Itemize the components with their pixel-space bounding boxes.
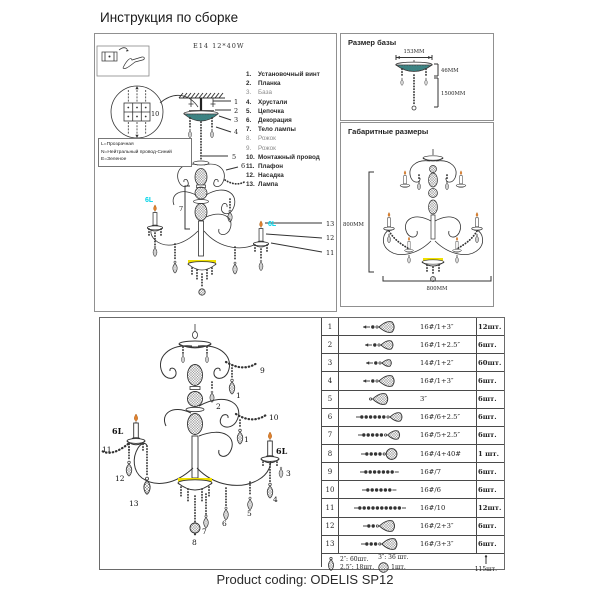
crystal-chain-icon — [359, 481, 400, 499]
row-spec: 16#/7 — [420, 467, 441, 476]
callout-13: 13 — [129, 499, 139, 508]
callout-3: 3 — [234, 116, 239, 124]
callout-5: 5 — [247, 509, 252, 518]
crystal-chain-icon — [360, 517, 400, 535]
count-pin: 115шт. — [474, 565, 497, 573]
base-size-panel — [340, 33, 494, 121]
table-row — [322, 427, 504, 445]
callout-11: 11 — [102, 445, 112, 454]
row-spec: 16#/1+2.5″ — [420, 340, 461, 349]
row-icon — [339, 408, 420, 426]
table-row — [322, 409, 504, 427]
crystal-chain-icon — [360, 318, 399, 336]
width-bracket — [383, 276, 491, 281]
row-icon — [339, 318, 420, 336]
table-row — [322, 499, 504, 517]
callout-6: 6 — [241, 162, 246, 170]
parts-list-item: 5. Цепочка — [246, 107, 284, 115]
row-spec: 16#/6 — [420, 485, 441, 494]
lamp-spec: E14 12*40W — [193, 42, 245, 50]
base-size-title: Размер базы — [348, 38, 397, 47]
overall-size-panel — [340, 122, 494, 307]
parts-list-item: 6. Декорация — [246, 117, 292, 125]
row-icon — [339, 372, 420, 390]
row-spec: 16#/2+3″ — [420, 522, 454, 531]
pin-icon — [483, 555, 489, 565]
lamp-count-label: 6L — [276, 446, 288, 456]
row-spec: 14#/1+2″ — [420, 358, 454, 367]
lamp-count-label: 6L — [112, 426, 124, 436]
ceiling-hatch — [179, 93, 223, 98]
wire-legend-line: N=Нейтральный провод-Синий — [101, 149, 172, 155]
callout-9: 9 — [260, 366, 265, 375]
assembly-panel — [94, 33, 337, 312]
parts-list-item: 10. Монтажный провод — [246, 153, 320, 161]
exploded-parts-diagram — [100, 318, 321, 567]
callout-4: 4 — [234, 128, 239, 136]
callout-10: 10 — [269, 413, 279, 422]
parts-list — [246, 70, 334, 190]
crystal-chain-icon — [358, 445, 401, 463]
body-crystal-segment — [188, 365, 203, 386]
row-number: 2 — [322, 336, 339, 353]
row-number: 13 — [322, 536, 339, 553]
overall-size-title: Габаритные размеры — [348, 127, 429, 136]
crystal-chain-icon — [351, 499, 409, 517]
row-icon — [339, 390, 420, 408]
row-icon — [339, 535, 420, 553]
table-row — [322, 354, 504, 372]
right-arm — [204, 231, 261, 248]
row-number: 10 — [322, 481, 339, 498]
row-qty: 12шт. — [476, 499, 504, 516]
lamp-count-label: 6L — [268, 221, 277, 228]
callout-6: 6 — [222, 519, 227, 528]
crystal-chain-icon — [353, 408, 407, 426]
row-spec: 16#/1+3″ — [420, 322, 454, 331]
height-bracket — [369, 172, 374, 272]
row-icon — [339, 445, 420, 463]
callout-13: 13 — [326, 220, 335, 228]
parts-list-item: 8. Рожок — [246, 135, 276, 143]
table-row — [322, 391, 504, 409]
body-crystal-segment — [195, 169, 207, 186]
parts-table — [321, 318, 504, 573]
row-qty: 6шт. — [476, 336, 504, 353]
parts-list-item: 12. Насадка — [246, 172, 284, 180]
row-qty: 6шт. — [476, 536, 504, 553]
callout-8: 8 — [192, 538, 197, 547]
callout-2: 2 — [216, 402, 221, 411]
row-spec: 3″ — [420, 395, 427, 404]
row-qty: 60шт. — [476, 354, 504, 371]
lamp-count-labels — [145, 197, 277, 228]
wire-legend-line: E=Зеленое — [101, 157, 127, 163]
table-row — [322, 445, 504, 463]
parts-list-item: 11. Плафон — [246, 163, 284, 171]
row-qty: 6шт. — [476, 409, 504, 426]
crystal-drop-icon — [326, 557, 336, 571]
row-icon — [339, 517, 420, 535]
parts-list-item: 4. Хрустали — [246, 98, 288, 106]
table-row — [322, 318, 504, 336]
row-spec: 16#/6+2.5″ — [420, 413, 461, 422]
count-ball: 1шт. — [391, 564, 406, 572]
callout-2: 2 — [234, 107, 239, 115]
table-row — [322, 463, 504, 481]
row-number: 6 — [322, 409, 339, 426]
crystal-chain-icon — [362, 336, 398, 354]
row-qty: 6шт. — [476, 518, 504, 535]
row-number: 7 — [322, 427, 339, 444]
row-spec: 16#/1+3″ — [420, 376, 454, 385]
crystal-chain-icon — [360, 372, 399, 390]
callout-1: 1 — [244, 435, 249, 444]
row-spec: 16#/10 — [420, 503, 446, 512]
row-qty: 12шт. — [476, 318, 504, 335]
parts-list-item: 9. Рожок — [246, 144, 276, 152]
parts-list-item: 2. Планка — [246, 80, 281, 88]
row-icon — [339, 336, 420, 354]
count-2in: 2″: 60шт. — [340, 555, 369, 563]
row-qty: 1 шт. — [476, 445, 504, 462]
page-title: Инструкция по сборке — [100, 10, 239, 25]
row-qty: 6шт. — [476, 463, 504, 480]
callout-4: 4 — [273, 495, 278, 504]
parts-overview-panel — [99, 317, 505, 573]
callout-10: 10 — [151, 110, 160, 118]
row-icon — [339, 354, 420, 372]
row-icon — [339, 499, 420, 517]
count-3in: 3″: 36 шт. — [378, 553, 409, 561]
parts-list-item: 1. Установочный винт — [246, 71, 320, 78]
callout-5: 5 — [232, 153, 237, 161]
callout-7: 7 — [202, 527, 207, 536]
table-row — [322, 518, 504, 536]
row-icon — [339, 481, 420, 499]
crystal-chain-icon — [355, 426, 405, 444]
row-number: 1 — [322, 318, 339, 335]
table-row — [322, 536, 504, 554]
row-number: 12 — [322, 518, 339, 535]
row-number: 5 — [322, 391, 339, 408]
bottom-ball — [190, 523, 200, 535]
table-row — [322, 336, 504, 354]
base-width-dim: 153MM — [403, 49, 425, 55]
crystal-chain-icon — [357, 463, 402, 481]
left-candle — [127, 414, 145, 445]
overall-width-dim: 800MM — [426, 286, 448, 292]
ceiling-mount — [179, 93, 225, 138]
row-qty: 6шт. — [476, 372, 504, 389]
callout-1: 1 — [234, 98, 239, 106]
row-number: 9 — [322, 463, 339, 480]
bead-swag — [226, 362, 257, 367]
callout-12: 12 — [326, 234, 335, 242]
base-height-dim: 46MM — [441, 68, 459, 74]
crystal-chain-icon — [366, 390, 393, 408]
callout-12: 12 — [115, 474, 125, 483]
table-row — [322, 372, 504, 390]
overall-height-dim: 800MM — [343, 222, 364, 228]
crystal-chain-icon — [358, 535, 402, 553]
count-2-5in: 2.5″: 18шт. — [340, 564, 375, 572]
row-spec: 16#/4+40# — [420, 449, 461, 458]
table-footer — [322, 554, 504, 574]
wire-legend — [98, 138, 192, 167]
callout-3: 3 — [286, 469, 291, 478]
parts-list-item: 7. Тело лампы — [246, 126, 296, 134]
row-icon — [339, 463, 420, 481]
callout-11: 11 — [326, 249, 335, 257]
callout-7: 7 — [179, 205, 184, 213]
crystal-chain-icon — [363, 354, 396, 372]
product-coding: Product coding: ODELIS SP12 — [216, 572, 394, 587]
parts-list-item: 3. База — [246, 89, 272, 97]
row-qty: 6шт. — [476, 481, 504, 498]
table-row — [322, 481, 504, 499]
row-number: 11 — [322, 499, 339, 516]
wire-legend-line: L=Прозрачная — [101, 142, 134, 147]
overall-size-diagram — [341, 123, 493, 306]
row-qty: 6шт. — [476, 391, 504, 408]
parts-list-item: 13. Лампа — [246, 181, 279, 189]
row-number: 4 — [322, 372, 339, 389]
lamp-count-label: 6L — [145, 197, 154, 204]
callout-1: 1 — [236, 391, 241, 400]
row-spec: 16#/5+2.5″ — [420, 431, 461, 440]
row-number: 8 — [322, 445, 339, 462]
row-number: 3 — [322, 354, 339, 371]
row-qty: 6шт. — [476, 427, 504, 444]
mounting-hint-sketch — [97, 46, 149, 76]
row-icon — [339, 426, 420, 444]
row-spec: 16#/3+3″ — [420, 540, 454, 549]
chain-length-dim: 1500MM — [441, 91, 466, 97]
left-candle — [147, 205, 162, 231]
